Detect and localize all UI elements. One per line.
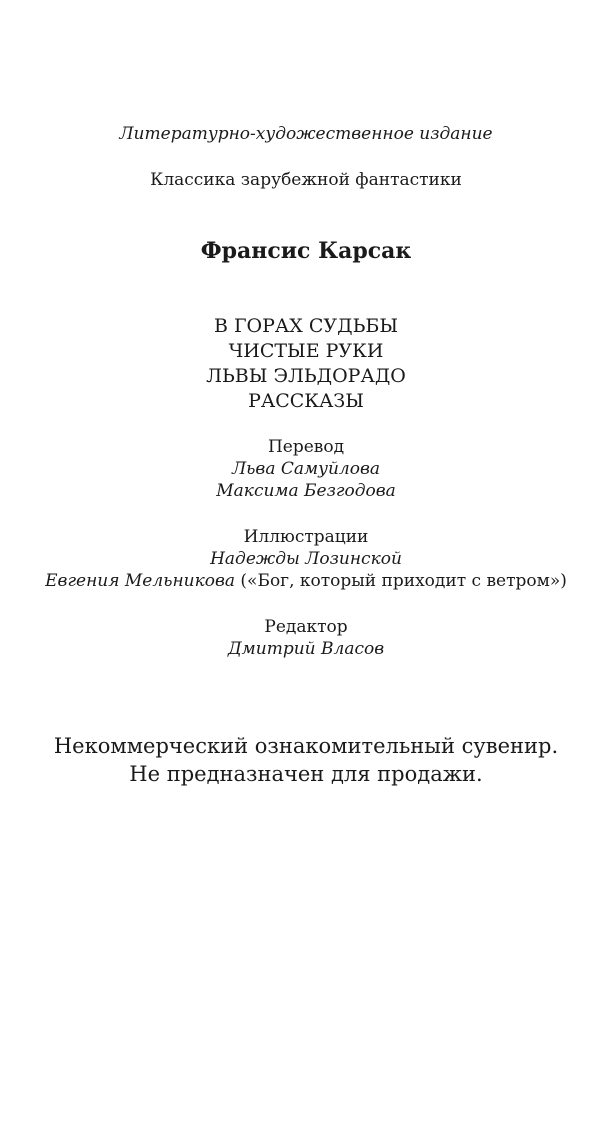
notice-line: Некоммерческий ознакомительный сувенир.	[53, 734, 559, 758]
work-title: ЛЬВЫ ЭЛЬДОРАДО	[206, 365, 406, 387]
notice-line: Не предназначен для продажи.	[129, 762, 483, 786]
illustrator-name: Евгения Мельникова	[45, 571, 236, 591]
work-title: В ГОРАХ СУДЬБЫ	[213, 315, 399, 337]
editor-label: Редактор	[264, 617, 348, 637]
illustrator-name: Надежды Лозинской	[210, 549, 402, 569]
translation-label: Перевод	[267, 437, 345, 457]
illustrations-label: Иллюстрации	[243, 527, 369, 547]
translator-name: Максима Безгодова	[216, 481, 396, 501]
illustrated-work-note: («Бог, который приходит с ветром»)	[235, 571, 567, 591]
work-title: РАССКАЗЫ	[248, 390, 364, 412]
author-name: Франсис Карсак	[200, 238, 412, 264]
translator-name: Льва Самуйлова	[231, 459, 380, 479]
work-title: ЧИСТЫЕ РУКИ	[228, 340, 384, 362]
series-name: Классика зарубежной фантастики	[150, 170, 462, 190]
edition-type: Литературно-художественное издание	[119, 124, 493, 144]
illustrator-credit	[0, 573, 612, 590]
editor-name: Дмитрий Власов	[227, 639, 385, 659]
